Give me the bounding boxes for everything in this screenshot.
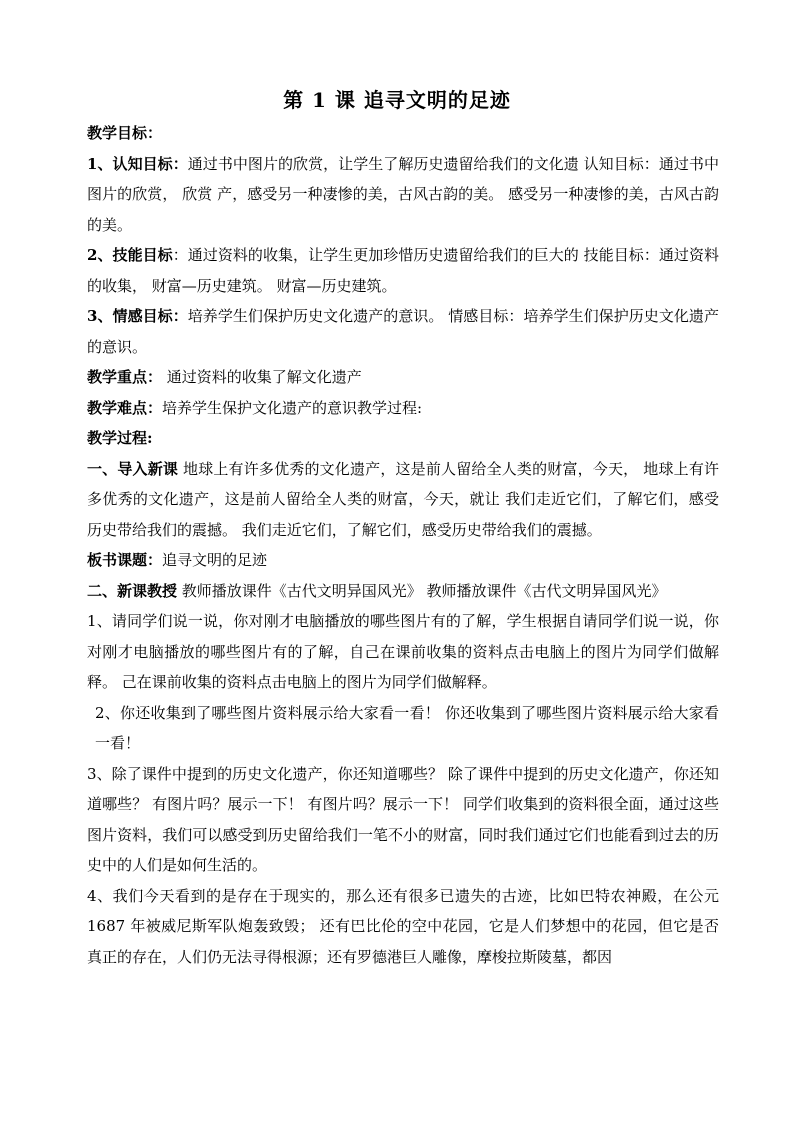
board-title-text: 追寻文明的足迹: [162, 551, 268, 569]
new-lesson-section: [87, 576, 719, 607]
key-point-text: 通过资料的收集了解文化遗产: [162, 368, 362, 386]
goal-skill: [87, 240, 719, 301]
difficult-point-text: 培养学生保护文化遗产的意识教学过程:: [162, 398, 423, 417]
new-lesson-text: 教师播放课件《古代文明异国风光》 教师播放课件《古代文明异国风光》: [177, 581, 667, 600]
key-point-label: 教学重点：: [87, 368, 163, 386]
intro-text: 地球上有许多优秀的文化遗产，这是前人留给全人类的财富，今天， 地球上有许多优秀的文化遗产，这是前人留给全人类的财富，今天，就让 我们走近它们，了解它们，感受历史带给我们的震撼。 我们走近它们，了解它们，感受历史带给我们的震撼。: [87, 459, 719, 539]
goal-cognitive-text: 通过书中图片的欣赏，让学生了解历史遗留给我们的文化遗 认知目标：通过书中图片的欣赏， 欣赏 产，感受另一种凄惨的美，古风古韵的美。 感受另一种凄惨的美，古风古韵的美。: [87, 154, 719, 234]
list-item-1: 1、请同学们说一说，你对刚才电脑播放的哪些图片有的了解，学生根据自请同学们说一说，你对刚才电脑播放的哪些图片有的了解，自己在课前收集的资料点击电脑上的图片为同学们做解释。 己在课前收集的资料点击电脑上的图片为同学们做解释。: [87, 612, 719, 691]
key-point: [87, 362, 719, 393]
list-item-3: 3、除了课件中提到的历史文化遗产，你还知道哪些？ 除了课件中提到的历史文化遗产，你还知道哪些？ 有图片吗？展示一下！ 有图片吗？展示一下！ 同学们收集到的资料很全面，通过这些图片资料，我们可以感受到历史留给我们一笔不小的财富，同时我们通过它们也能看到过去的历史中的人们是如何生活的。: [87, 764, 719, 874]
board-title: [87, 545, 719, 576]
goal-cognitive-label: 1、认知目标：: [87, 154, 188, 173]
goal-skill-text: ：通过资料的收集，让学生更加珍惜历史遗留给我们的巨大的 技能目标：通过资料的收集， 财富—历史建筑。 财富—历史建筑。: [87, 246, 719, 295]
list-item-4: 4、我们今天看到的是存在于现实的，那么还有很多已遗失的古迹，比如巴特农神殿，在公元 1687 年被威尼斯军队炮轰致毁； 还有巴比伦的空中花园，它是人们梦想中的花园，但它是否真正的存在，人们仍无法寻得根源；还有罗德港巨人雕像，摩梭拉斯陵墓，都因: [87, 886, 719, 966]
lesson-title: 第 1 课 追寻文明的足迹: [283, 88, 511, 112]
process-heading: 教学过程:: [87, 429, 153, 447]
new-lesson-label: 二、新课教授: [87, 581, 178, 600]
difficult-point: [87, 393, 719, 424]
intro-label: 一、导入新课: [87, 459, 179, 478]
goal-emotion: [87, 301, 719, 362]
goal-skill-label: 2、技能目标: [87, 246, 173, 264]
goals-heading: 教学目标：: [87, 124, 163, 142]
intro-section: [87, 454, 719, 546]
goal-cognitive: [87, 149, 719, 241]
goal-emotion-label: 3、情感目标：: [87, 307, 188, 325]
goal-emotion-text: 培养学生们保护历史文化遗产的意识。 情感目标：培养学生们保护历史文化遗产的意识。: [87, 307, 719, 356]
board-title-label: 板书课题：: [87, 551, 163, 569]
lesson-body: [87, 118, 719, 972]
list-item-2: 2、你还收集到了哪些图片资料展示给大家看一看！ 你还收集到了哪些图片资料展示给大家看一看！: [95, 703, 719, 752]
difficult-point-label: 教学难点：: [87, 398, 163, 417]
